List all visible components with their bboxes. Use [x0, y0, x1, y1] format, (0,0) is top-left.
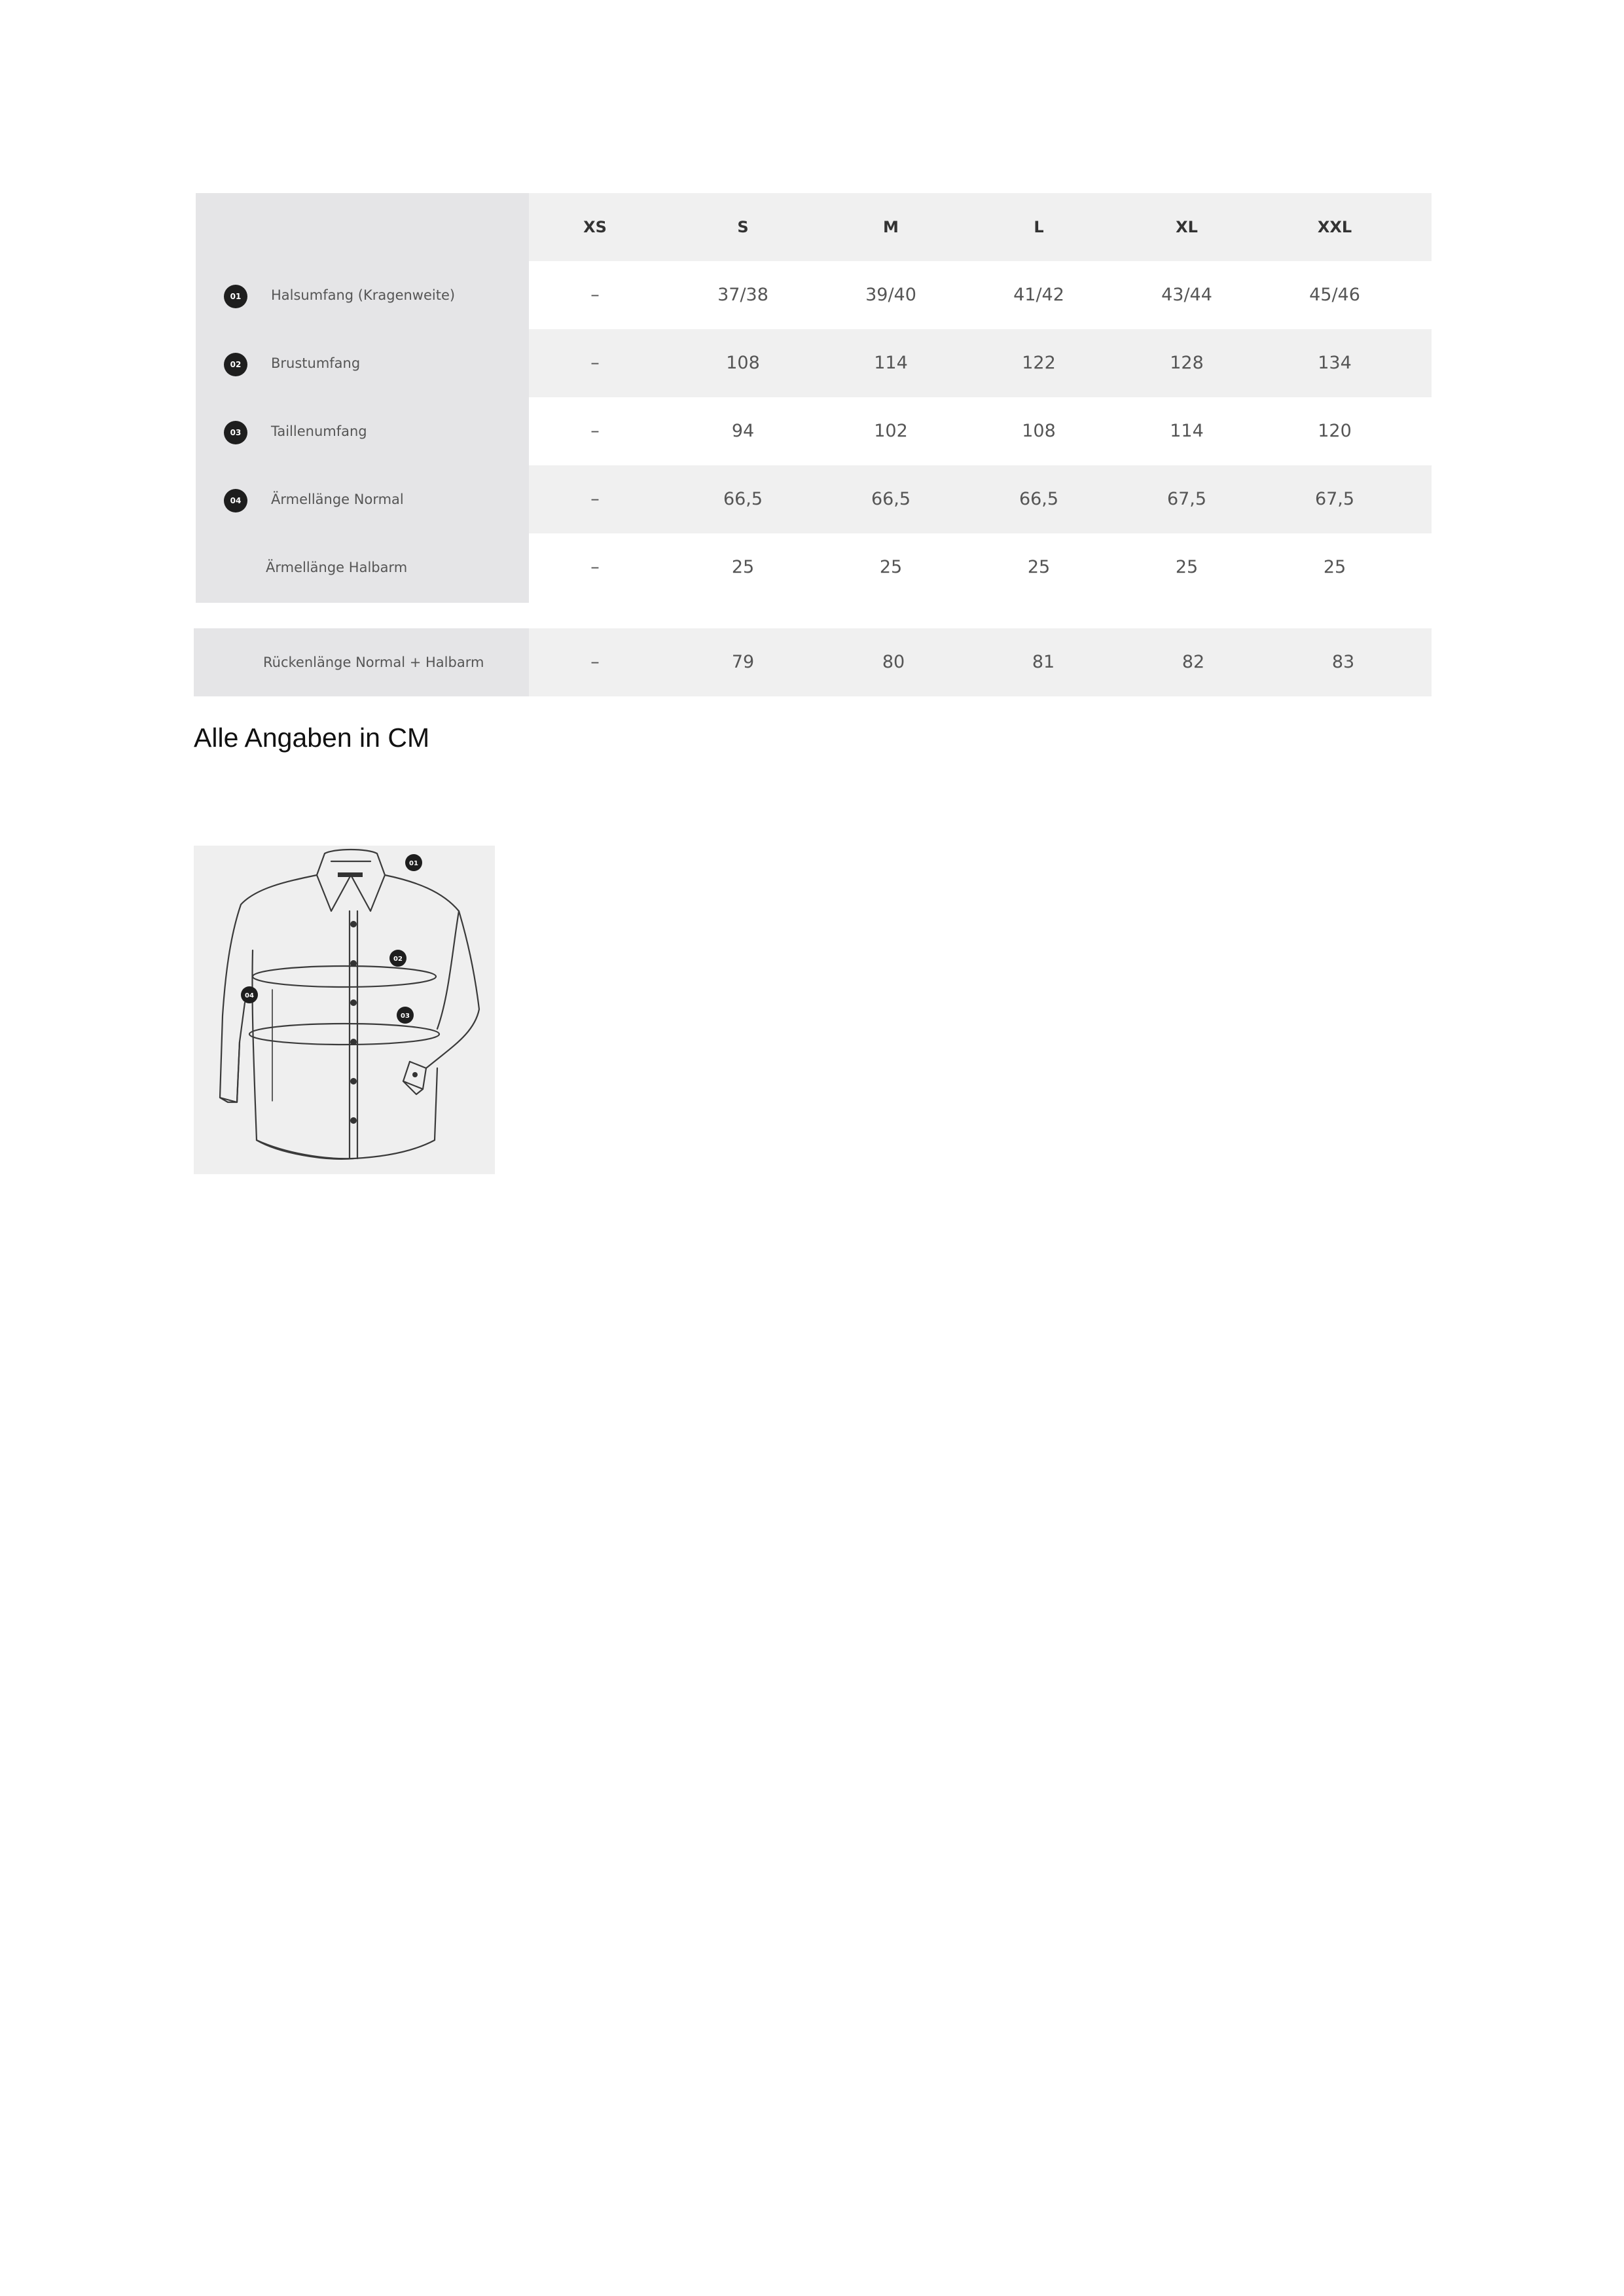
header-size: S [737, 218, 749, 236]
header-size: L [1034, 218, 1044, 236]
table-cell: 108 [1022, 421, 1056, 441]
header-size: XS [583, 218, 607, 236]
row-label: Ärmellänge Normal [271, 492, 404, 507]
badge-label: 02 [393, 956, 403, 963]
row-label: Ärmellänge Halbarm [266, 560, 408, 575]
table-cell: 41/42 [1013, 285, 1064, 305]
table-cell: 114 [874, 353, 908, 373]
row-label: Halsumfang (Kragenweite) [271, 287, 456, 303]
table-cell: 108 [726, 353, 760, 373]
table-cell: 25 [1175, 557, 1199, 577]
table-cell: 37/38 [717, 285, 768, 305]
table-header-row [196, 193, 1432, 261]
table-cell: – [590, 353, 600, 373]
table-cell: 94 [731, 421, 755, 441]
table-cell: 120 [1318, 421, 1352, 441]
header-size: XXL [1317, 218, 1352, 236]
table-cell: – [590, 421, 600, 441]
measure-badge: 03 [224, 421, 247, 444]
measure-badge: 02 [224, 353, 247, 376]
table-cell: 43/44 [1161, 285, 1212, 305]
table-cell: 25 [731, 557, 755, 577]
table-cell: 102 [874, 421, 908, 441]
measure-badge: 01 [224, 285, 247, 308]
table-row [196, 397, 1432, 465]
table-cell: 81 [1032, 652, 1055, 672]
row-label: Rückenlänge Normal + Halbarm [263, 655, 484, 670]
table-cell: 66,5 [723, 489, 763, 509]
table-row [196, 329, 1432, 397]
table-cell: 80 [882, 652, 905, 672]
table-cell: 25 [879, 557, 903, 577]
badge-label: 03 [401, 1013, 410, 1020]
row-label: Taillenumfang [271, 423, 367, 439]
table-cell: 134 [1318, 353, 1352, 373]
table-cell: 25 [1027, 557, 1051, 577]
measure-badge: 04 [224, 489, 247, 512]
table-cell: 83 [1331, 652, 1355, 672]
table-cell: – [590, 557, 600, 577]
table-cell: 25 [1323, 557, 1346, 577]
table-cell: 45/46 [1309, 285, 1360, 305]
shirt-sketch-icon [194, 846, 495, 1174]
table-row [196, 261, 1432, 329]
table-cell: 67,5 [1314, 489, 1355, 509]
table-cell: – [590, 652, 600, 672]
table-cell: 67,5 [1166, 489, 1207, 509]
table-cell: – [590, 285, 600, 305]
measure-badge-icon [241, 854, 422, 1024]
table-cell: 66,5 [871, 489, 911, 509]
table-cell: 82 [1182, 652, 1205, 672]
table-cell: 39/40 [865, 285, 916, 305]
table-cell: – [590, 489, 600, 509]
back-length-row [194, 628, 1432, 696]
header-size: XL [1176, 218, 1198, 236]
table-row [196, 465, 1432, 533]
shirt-illustration [194, 846, 495, 1174]
table-cell: 122 [1022, 353, 1056, 373]
table-row [196, 533, 1432, 601]
table-cell: 66,5 [1019, 489, 1059, 509]
row-label: Brustumfang [271, 355, 361, 371]
table-cell: 114 [1170, 421, 1204, 441]
badge-label: 04 [245, 992, 254, 999]
table-cell: 79 [731, 652, 755, 672]
header-size: M [883, 218, 899, 236]
table-cell: 128 [1170, 353, 1204, 373]
units-note: Alle Angaben in CM [194, 723, 430, 753]
badge-label: 01 [409, 860, 418, 867]
